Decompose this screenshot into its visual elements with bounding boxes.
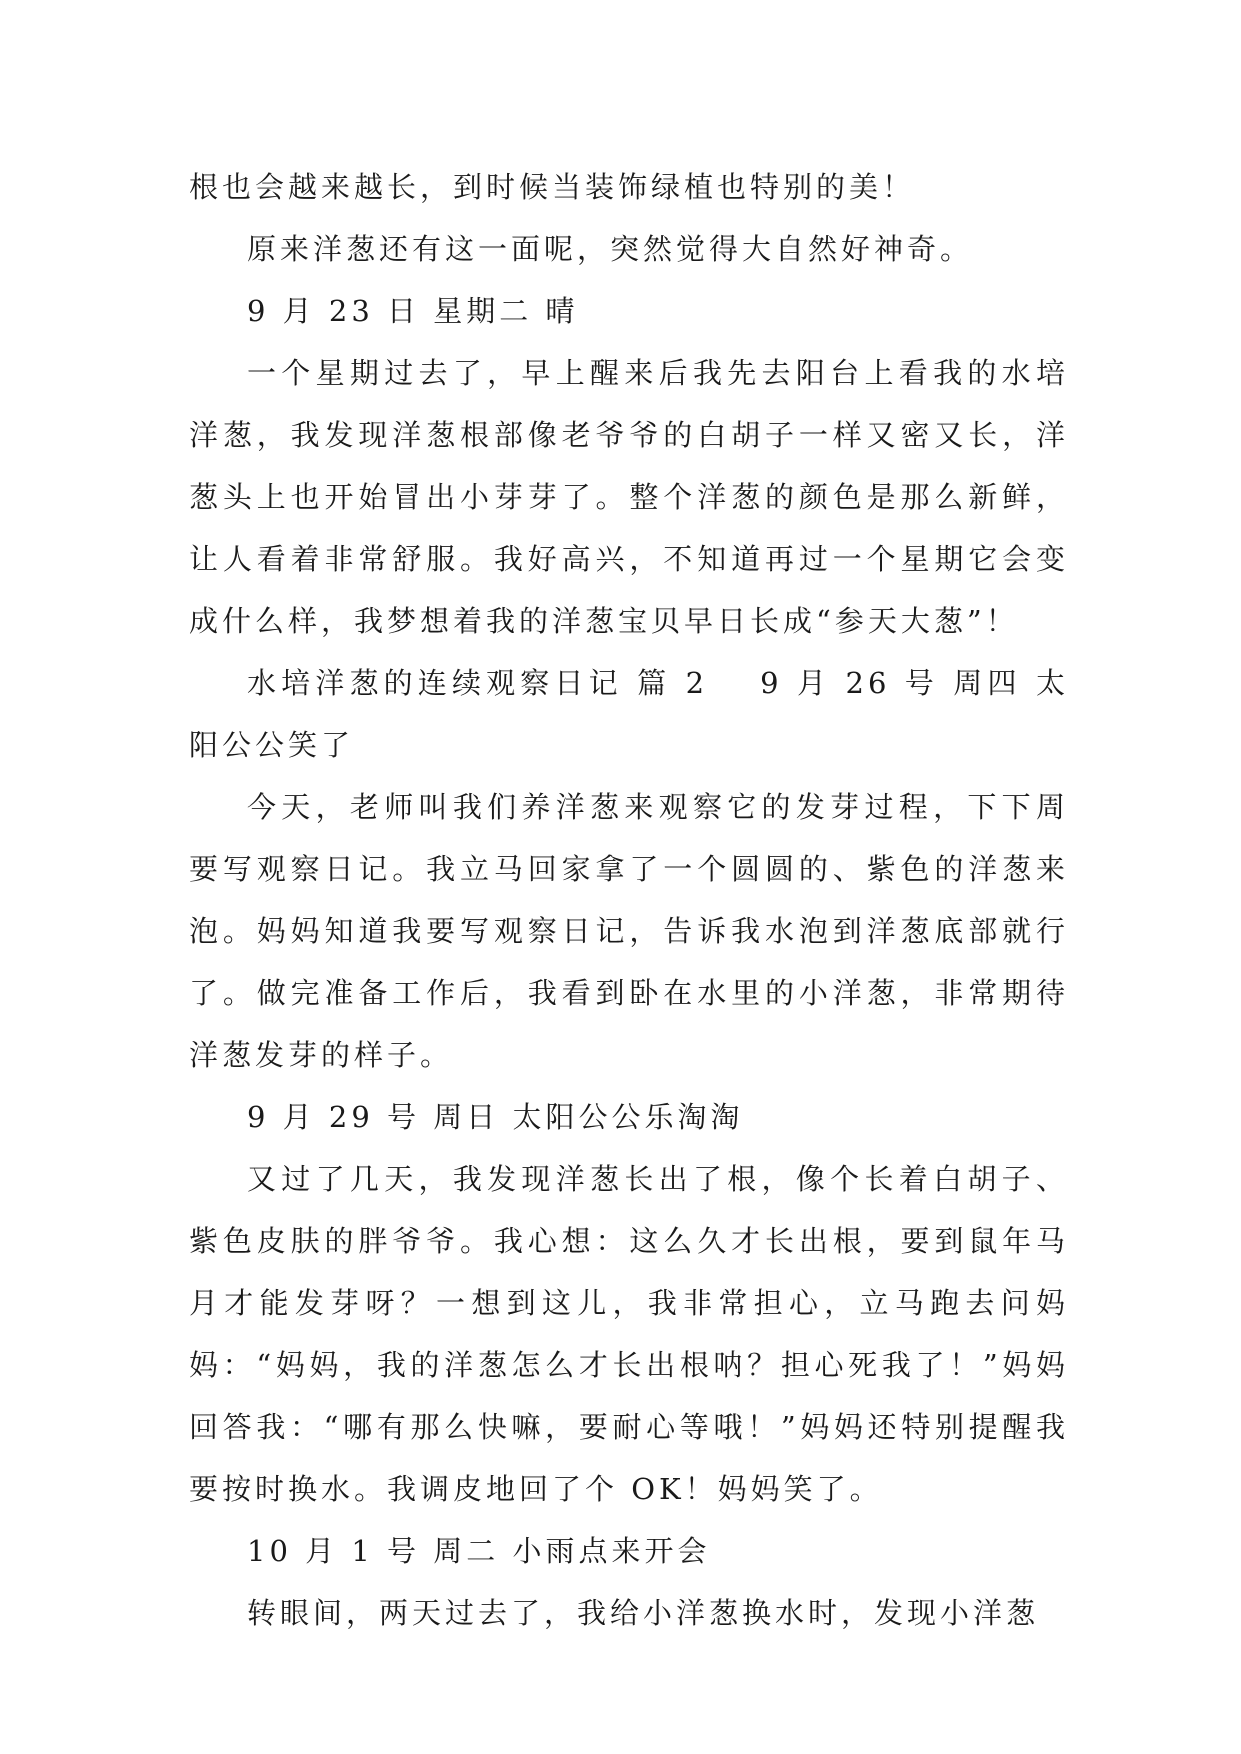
document-body: [189, 156, 1069, 1644]
paragraph: 又过了几天，我发现洋葱长出了根，像个长着白胡子、紫色皮肤的胖爷爷。我心想：这么久才长出根，要到鼠年马月才能发芽呀？一想到这儿，我非常担心，立马跑去问妈妈：“妈妈，我的洋葱怎么才长出根呐？担心死我了！”妈妈回答我：“哪有那么快嘛，要耐心等哦！”妈妈还特别提醒我要按时换水。我调皮地回了个 OK！妈妈笑了。: [189, 1162, 1069, 1506]
paragraph-continuation: 根也会越来越长，到时候当装饰绿植也特别的美！: [189, 170, 916, 204]
diary-date-heading: 9 月 29 号 周日 太阳公公乐淘淘: [247, 1100, 744, 1134]
paragraph: 一个星期过去了，早上醒来后我先去阳台上看我的水培洋葱，我发现洋葱根部像老爷爷的白胡子一样又密又长，洋葱头上也开始冒出小芽芽了。整个洋葱的颜色是那么新鲜，让人看着非常舒服。我好高兴，不知道再过一个星期它会变成什么样，我梦想着我的洋葱宝贝早日长成“参天大葱”！: [189, 356, 1069, 638]
paragraph: 今天，老师叫我们养洋葱来观察它的发芽过程，下下周要写观察日记。我立马回家拿了一个圆圆的、紫色的洋葱来泡。妈妈知道我要写观察日记，告诉我水泡到洋葱底部就行了。做完准备工作后，我看到卧在水里的小洋葱，非常期待洋葱发芽的样子。: [189, 790, 1069, 1072]
section-heading-line: [189, 652, 1069, 776]
paragraph: 转眼间，两天过去了，我给小洋葱换水时，发现小洋葱: [247, 1596, 1040, 1630]
diary-date-heading: 10 月 1 号 周二 小雨点来开会: [247, 1534, 711, 1568]
section-title: 水培洋葱的连续观察日记 篇 2: [247, 666, 709, 700]
diary-date-heading: 9 月 23 日 星期二 晴: [247, 294, 579, 328]
paragraph: 原来洋葱还有这一面呢，突然觉得大自然好神奇。: [247, 232, 974, 266]
diary-date-heading: 9 月 26 号 周四 太阳公公笑了: [189, 666, 1069, 762]
